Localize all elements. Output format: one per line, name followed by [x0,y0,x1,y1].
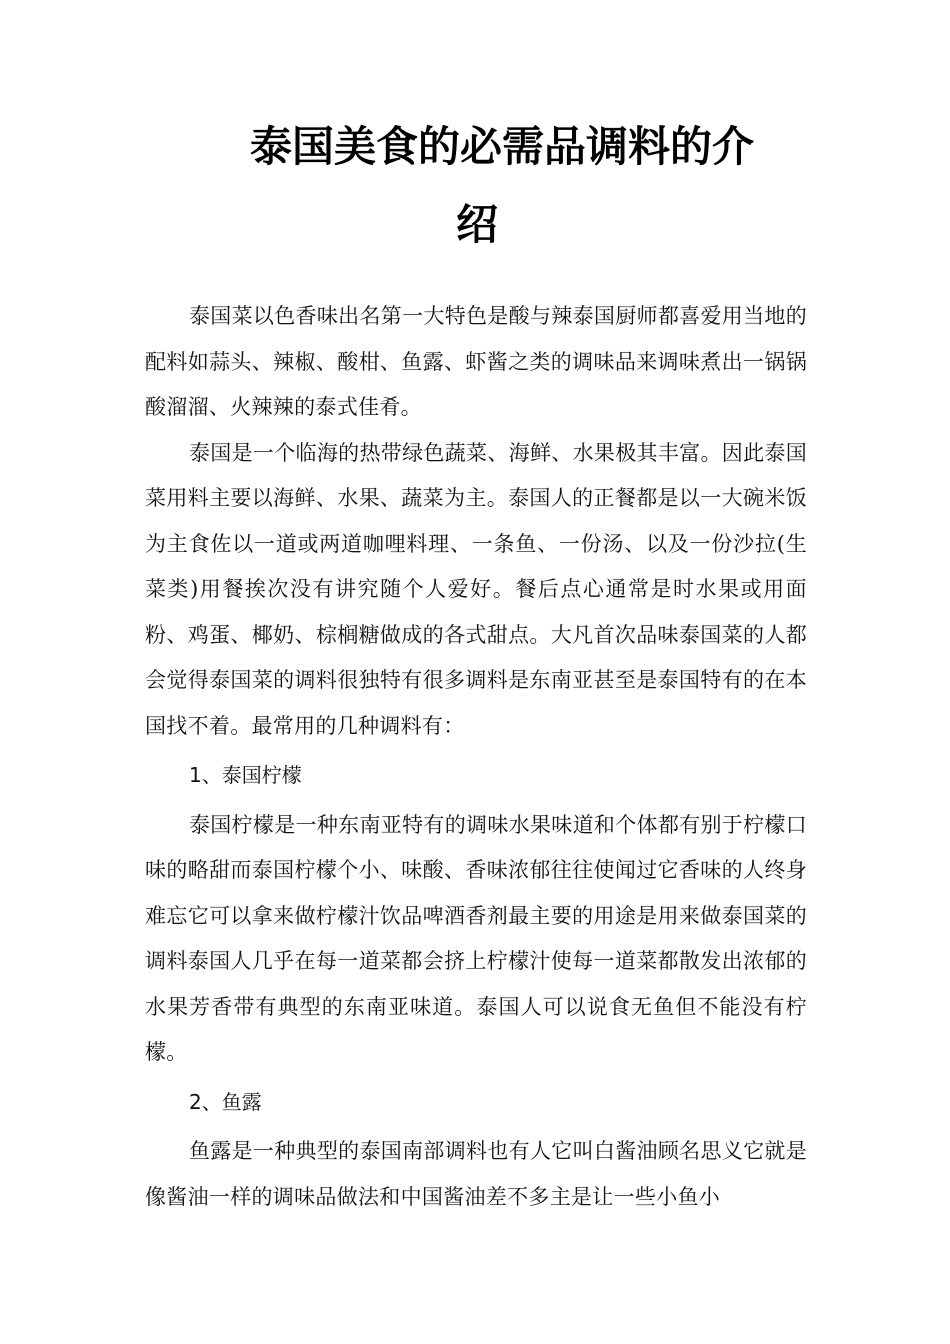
section-heading-lemon: 1、泰国柠檬 [189,763,302,787]
title-line-1: 泰国美食的必需品调料的介 [250,122,755,171]
title-line-2: 绍 [455,200,498,249]
intro-paragraph: 泰国菜以色香味出名第一大特色是酸与辣泰国厨师都喜爱用当地的配料如蒜头、辣椒、酸柑、鱼露、虾酱之类的调味品来调味煮出一锅锅酸溜溜、火辣辣的泰式佳肴。 [145,304,807,419]
section-text-lemon: 泰国柠檬是一种东南亚特有的调味水果味道和个体都有别于柠檬口味的略甜而泰国柠檬个小、味酸、香味浓郁往往使闻过它香味的人终身难忘它可以拿来做柠檬汁饮品啤酒香剂最主要的用途是用来做泰国菜的调料泰国人几乎在每一道菜都会挤上柠檬汁使每一道菜都散发出浓郁的水果芳香带有典型的东南亚味道。泰国人可以说食无鱼但不能没有柠檬。 [145,812,807,1064]
overview-paragraph: 泰国是一个临海的热带绿色蔬菜、海鲜、水果极其丰富。因此泰国菜用料主要以海鲜、水果、蔬菜为主。泰国人的正餐都是以一大碗米饭为主食佐以一道或两道咖哩料理、一条鱼、一份汤、以及一份沙拉(生菜类)用餐挨次没有讲究随个人爱好。餐后点心通常是时水果或用面粉、鸡蛋、椰奶、棕榈糖做成的各式甜点。大凡首次品味泰国菜的人都会觉得泰国菜的调料很独特有很多调料是东南亚甚至是泰国特有的在本国找不着。最常用的几种调料有： [145,440,807,738]
section-heading-fish-sauce: 2、鱼露 [189,1089,262,1114]
document-body [145,294,807,1220]
document-title [0,108,950,264]
section-text-fish-sauce: 鱼露是一种典型的泰国南部调料也有人它叫白酱油顾名思义它就是像酱油一样的调味品做法和中国酱油差不多主是让一些小鱼小 [145,1139,807,1209]
